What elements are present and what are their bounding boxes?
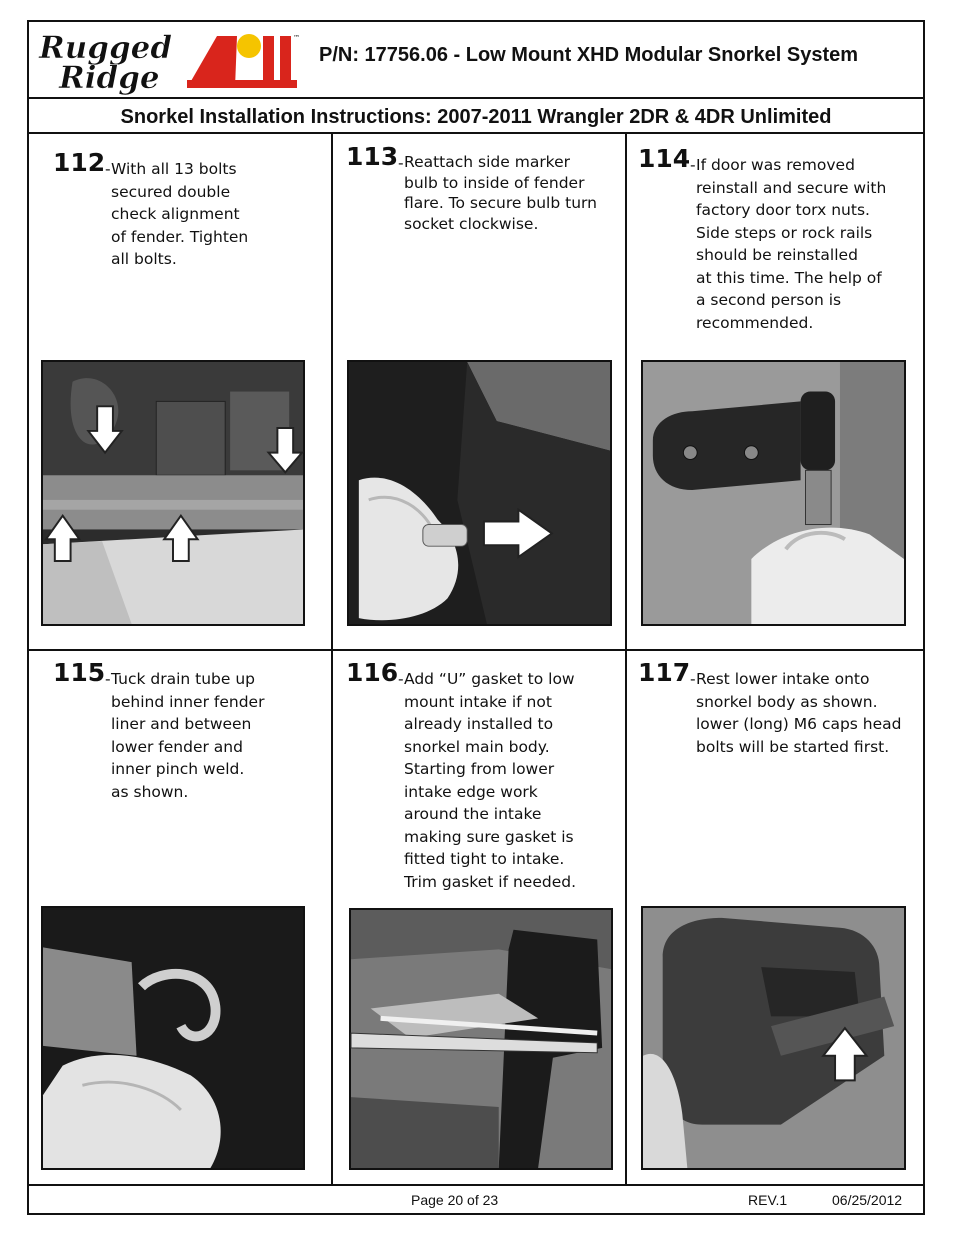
subtitle-divider [29,132,923,134]
footer-page-number: Page 20 of 23 [411,1192,499,1208]
step-117 [638,658,918,768]
step-dash: - [398,154,404,172]
page-frame [27,20,925,1215]
page-subtitle: Snorkel Installation Instructions: 2007-2011 Wrangler 2DR & 4DR Unlimited [120,106,832,128]
page-title: P/N: 17756.06 - Low Mount XHD Modular Snorkel System [319,44,859,66]
step-number: 113 [346,142,399,171]
photo-fender-bolts [41,360,305,626]
step-number: 112 [53,148,106,177]
column-divider-1 [331,132,333,1185]
row-divider [29,649,923,651]
header-divider [29,97,923,99]
photo-door-hinge [641,360,906,626]
step-116 [346,658,616,898]
photo-lower-intake [641,906,906,1170]
footer-divider [29,1184,923,1186]
step-dash: - [105,670,111,688]
step-dash: - [690,156,696,174]
svg-text:Ridge: Ridge [59,60,160,96]
step-text: Reattach side marker bulb to inside of fender flare. To secure bulb turn socket clockwise. [404,153,597,233]
footer-date: 06/25/2012 [832,1192,903,1208]
step-113 [346,142,616,252]
svg-text:™: ™ [293,34,300,42]
photo-drain-tube [41,906,305,1170]
step-dash: - [398,670,404,688]
footer-revision: REV.1 [748,1192,788,1208]
svg-text:Rugged: Rugged [39,30,173,66]
step-number: 116 [346,658,399,687]
step-number: 117 [638,658,691,687]
rugged-ridge-logo [37,28,299,94]
photo-side-marker-bulb [347,360,612,626]
step-dash: - [105,160,111,178]
step-text: Add “U” gasket to low mount intake if not already installed to snorkel main body. Starting from lower intake edge work around the intake making sure gasket is fitted tight to intake. Trim gasket if needed. [404,670,576,891]
step-text: With all 13 bolts secured double check alignment of fender. Tighten all bolts. [111,160,249,268]
step-text: Rest lower intake onto snorkel body as shown. lower (long) M6 caps head bolts will be started first. [696,670,902,756]
step-114 [638,144,918,344]
photo-u-gasket [349,908,613,1170]
step-112 [53,148,313,308]
step-number: 114 [638,144,691,173]
step-115 [53,658,313,818]
step-text: If door was removed reinstall and secure with factory door torx nuts. Side steps or rock rails should be reinstalled at this time. The help of a second person is recommended. [696,156,887,332]
step-text: Tuck drain tube up behind inner fender liner and between lower fender and inner pinch weld. as shown. [111,670,265,801]
step-dash: - [690,670,696,688]
step-number: 115 [53,658,106,687]
column-divider-2 [625,132,627,1185]
